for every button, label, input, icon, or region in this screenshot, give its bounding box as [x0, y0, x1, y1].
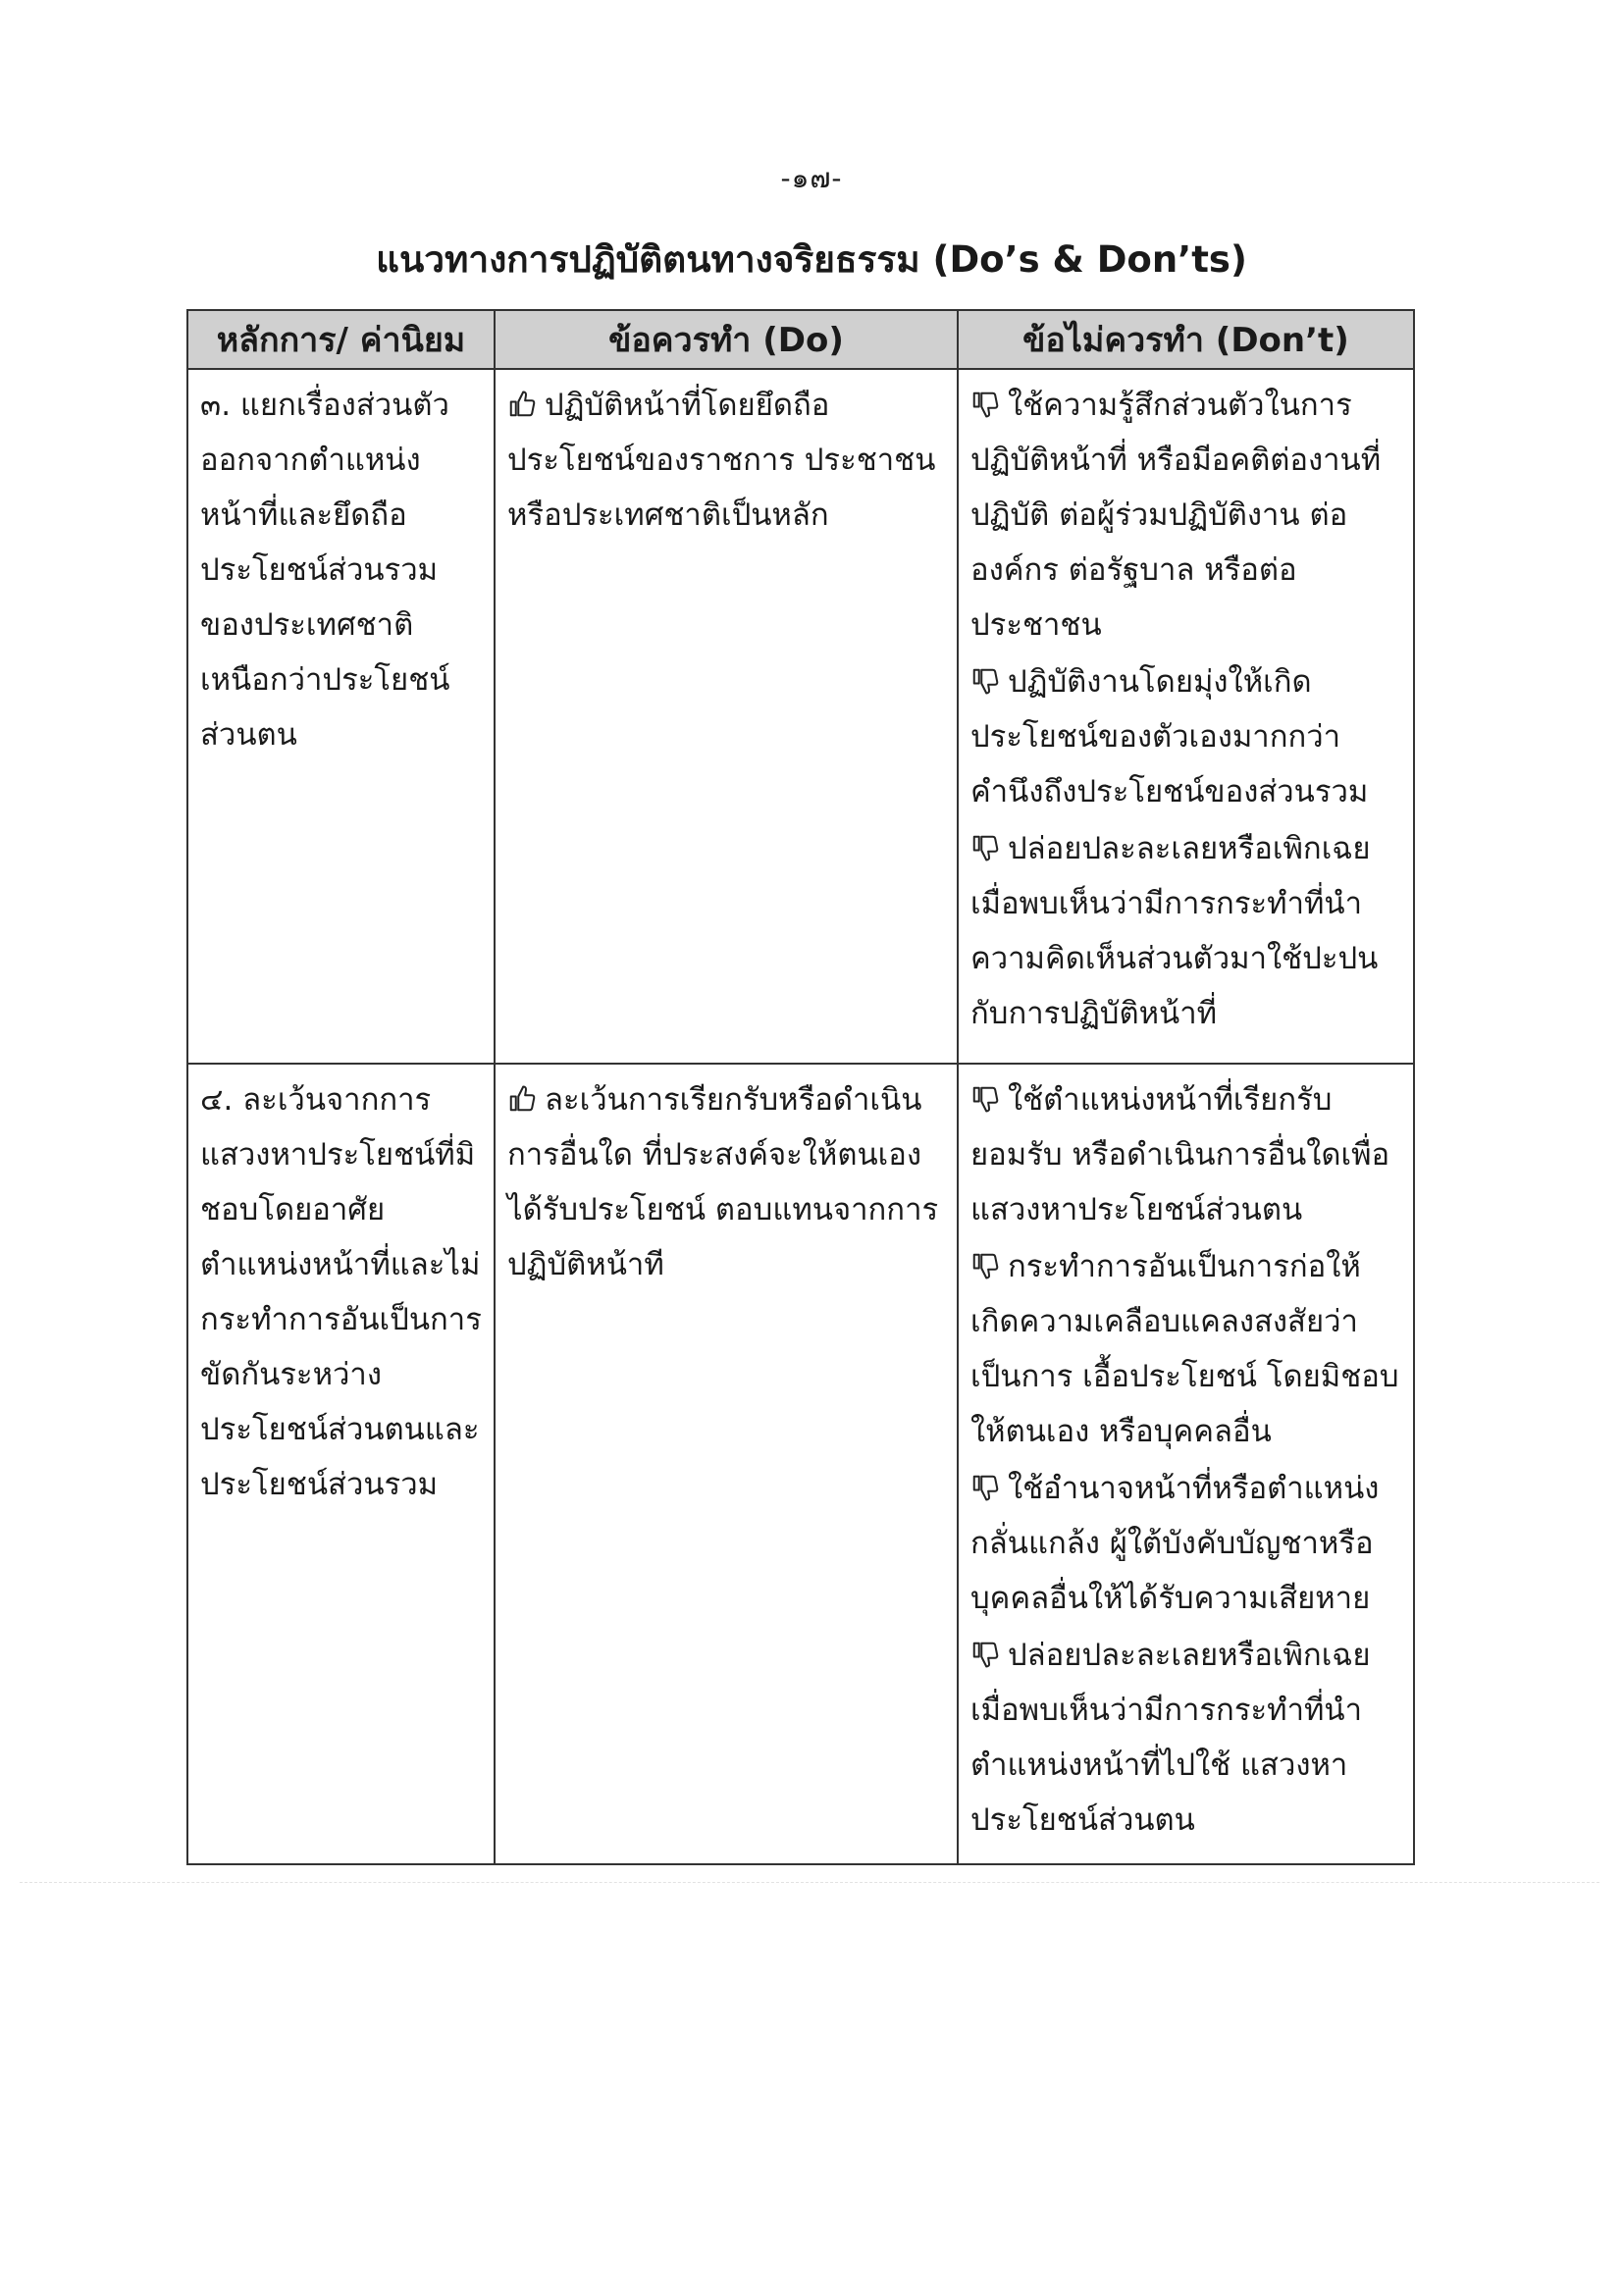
dont-item: [970, 1072, 1401, 1237]
scan-artifact-line: [20, 1882, 1599, 1883]
dont-item: [970, 821, 1401, 1041]
dont-item-text: กระทำการอันเป็นการก่อให้เกิดความเคลือบแคลงสงสัยว่าเป็นการ เอื้อประโยชน์ โดยมิชอบให้ตนเอง หรือบุคคลอื่น: [970, 1249, 1399, 1449]
ethics-table: [186, 309, 1415, 1865]
do-item-text: ปฏิบัติหน้าที่โดยยึดถือประโยชน์ของราชการ ประชาชน หรือประเทศชาติเป็นหลัก: [507, 388, 936, 533]
dont-item-text: ใช้ตำแหน่งหน้าที่เรียกรับ ยอมรับ หรือดำเนินการอื่นใดเพื่อแสวงหาประโยชน์ส่วนตน: [970, 1082, 1390, 1227]
dont-item-text: ใช้ความรู้สึกส่วนตัวในการปฏิบัติหน้าที่ หรือมีอคติต่องานที่ปฏิบัติ ต่อผู้ร่วมปฏิบัติงาน ต่อองค์กร ต่อรัฐบาล หรือต่อประชาชน: [970, 388, 1382, 643]
principle-cell: [187, 369, 495, 1064]
page-number: -๑๗-: [780, 162, 843, 194]
dont-item-text: ปล่อยปละละเลยหรือเพิกเฉยเมื่อพบเห็นว่ามีการกระทำที่นำความคิดเห็นส่วนตัวมาใช้ปะปนกับการปฏิบัติหน้าที่: [970, 831, 1379, 1031]
dont-cell: [958, 1064, 1414, 1864]
thumbs-down-icon: [970, 1084, 1000, 1114]
table-header-row: [187, 310, 1414, 369]
thumbs-down-icon: [970, 833, 1000, 862]
dont-item-text: ใช้อำนาจหน้าที่หรือตำแหน่งกลั่นแกล้ง ผู้ใต้บังคับบัญชาหรือบุคคลอื่นให้ได้รับความเสียหาย: [970, 1471, 1380, 1616]
header-principle: หลักการ/ ค่านิยม: [187, 310, 495, 369]
thumbs-down-icon: [970, 1251, 1000, 1280]
dont-cell: [958, 369, 1414, 1064]
header-dont: ข้อไม่ควรทำ (Don’t): [958, 310, 1414, 369]
dont-item: [970, 1461, 1401, 1626]
dont-item-text: ปล่อยปละละเลยหรือเพิกเฉยเมื่อพบเห็นว่ามีการกระทำที่นำตำแหน่งหน้าที่ไปใช้ แสวงหาประโยชน์ส่วนตน: [970, 1638, 1371, 1838]
header-do: ข้อควรทำ (Do): [495, 310, 958, 369]
do-cell: [495, 1064, 958, 1864]
thumbs-down-icon: [970, 666, 1000, 696]
thumbs-down-icon: [970, 1640, 1000, 1669]
principle-cell: [187, 1064, 495, 1864]
table-row: [187, 369, 1414, 1064]
thumbs-down-icon: [970, 1473, 1000, 1502]
dont-item: [970, 1628, 1401, 1848]
do-item: [507, 378, 945, 543]
do-item: [507, 1072, 945, 1292]
principle-text: ๓. แยกเรื่องส่วนตัวออกจากตำแหน่งหน้าที่และยึดถือประโยชน์ส่วนรวมของประเทศชาติเหนือกว่าประโยชน์ส่วนตน: [200, 388, 450, 753]
dont-item: [970, 378, 1401, 652]
dont-item: [970, 654, 1401, 819]
do-cell: [495, 369, 958, 1064]
thumbs-down-icon: [970, 390, 1000, 419]
thumbs-up-icon: [507, 390, 537, 419]
principle-text: ๔. ละเว้นจากการแสวงหาประโยชน์ที่มิชอบโดยอาศัยตำแหน่งหน้าที่และไม่กระทำการอันเป็นการขัดกันระหว่างประโยชน์ส่วนตนและประโยชน์ส่วนรวม: [200, 1082, 482, 1502]
dont-item: [970, 1239, 1401, 1459]
do-item-text: ละเว้นการเรียกรับหรือดำเนินการอื่นใด ที่ประสงค์จะให้ตนเองได้รับประโยชน์ ตอบแทนจากการปฏิบัติหน้าที: [507, 1082, 939, 1282]
table-row: [187, 1064, 1414, 1864]
dont-item-text: ปฏิบัติงานโดยมุ่งให้เกิดประโยชน์ของตัวเองมากกว่าคำนึงถึงประโยชน์ของส่วนรวม: [970, 664, 1369, 809]
page-title: แนวทางการปฏิบัติตนทางจริยธรรม (Do’s & Don’ts): [376, 238, 1247, 281]
thumbs-up-icon: [507, 1084, 537, 1114]
